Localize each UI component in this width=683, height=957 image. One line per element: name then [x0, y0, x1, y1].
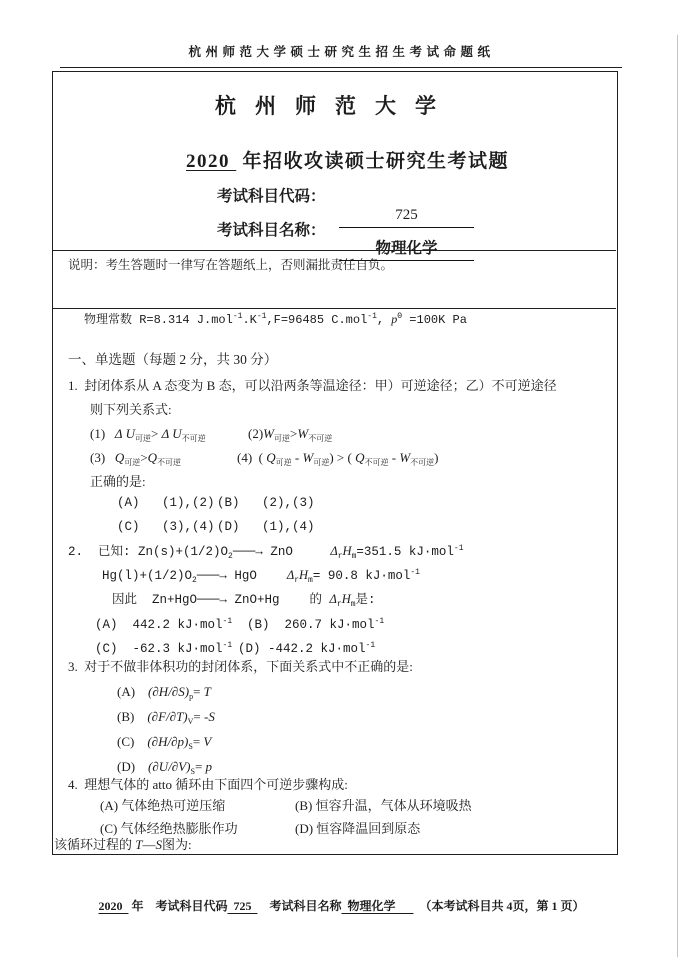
header-rule	[60, 67, 622, 68]
subject-code-value: 725	[339, 206, 474, 228]
exam-year: 2020	[185, 150, 237, 172]
constants-line: 物理常数 R=8.314 $J.mol^{-1}.K^{-1},F=96485$ C.mol$^{-1}$, $p^\Theta =100K$ Pa	[84, 312, 467, 327]
subject-name-value: 物理化学	[339, 239, 474, 261]
subject-name-label: 考试科目名称：	[217, 222, 326, 239]
q3-option-d: (D) $(\partial U/\partial V)_S= p$	[117, 759, 213, 776]
q2-equation-2: $Hg(l)+(1/2)O_2───\to$ HgO $\Delta_rH_m= 90.8$ kJ·mol$^{-1}$	[102, 568, 420, 585]
q2-option-d: (D) -442.2 kJ·mol$^{-1}$	[238, 641, 376, 656]
q4-ts-diagram-prompt: 该循环过程的 T—S图为:	[54, 837, 192, 852]
q1-relation-2: $(2)W_{可逆}>W_{不可逆}$	[248, 426, 333, 443]
q1-relation-1: (1) Δ $U_{可逆}> \Delta$ $U_{不可逆}$	[90, 426, 206, 443]
header-committee-line: 杭州师范大学硕士研究生招生考试命题纸	[188, 45, 495, 59]
q4-option-a: (A) 气体绝热可逆压缩	[100, 798, 226, 813]
q3-stem: 3. 对于不做非体积功的封闭体系，下面关系式中不正确的是:	[68, 659, 413, 674]
page-footer: 2020 年 考试科目代码 725 考试科目名称 物理化学 （本考试科目共 4页，第 1 页）	[98, 899, 585, 913]
q1-option-c: (C) (3),(4)	[117, 520, 215, 534]
notice-text: 说明：考生答题时一律写在答题纸上，否则漏批责任自负。	[68, 258, 394, 272]
scan-edge-line	[677, 35, 678, 957]
q1-option-b: (B) (2),(3)	[217, 496, 315, 510]
q1-stem-line2: 则下列关系式:	[90, 402, 172, 417]
divider-below-notice	[52, 308, 616, 309]
q3-option-b: (B) $(\partial F/\partial T)_V= -S$	[117, 709, 215, 726]
q4-option-c: (C) 气体经绝热膨胀作功	[100, 821, 238, 836]
q1-relation-4: (4) ( $Q_{可逆} - W_{可逆}$) > ( $Q_{不可逆} - W_{不可逆}$)	[237, 450, 439, 467]
q2-option-a: (A) 442.2 kJ·mol$^{-1}$	[95, 617, 233, 632]
q3-option-a: (A) $(\partial H/\partial S)_p= T$	[117, 684, 211, 701]
q2-equation-3: 因此 Zn+HgO───→ ZnO+Hg 的 $\Delta_rH_m$是:	[112, 592, 376, 609]
q2-equation-1: 2. 已知: $Zn(s)+(1/2)O_2───\to$ ZnO $\Delta_rH_m=351.5$ kJ·mol$^{-1}$	[68, 544, 464, 561]
q1-relation-3: (3) $Q_{可逆}>Q_{不可逆}$	[90, 450, 182, 467]
subject-code-label: 考试科目代码：	[217, 188, 326, 205]
q1-correct-prompt: 正确的是:	[90, 474, 146, 489]
q2-option-c: (C) -62.3 kJ·mol$^{-1}$	[95, 641, 233, 656]
exam-subtitle-text: 年招收攻读硕士研究生考试题	[236, 150, 509, 172]
q1-stem-line1: 1. 封闭体系从 A 态变为 B 态，可以沿两条等温途径：甲）可逆途径；乙）不可逆途径	[68, 378, 557, 393]
q1-option-a: (A) (1),(2)	[117, 496, 215, 510]
q4-stem: 4. 理想气体的 atto 循环由下面四个可逆步骤构成:	[68, 777, 348, 792]
q2-option-b: (B) 260.7 kJ·mol$^{-1}$	[247, 617, 385, 632]
q4-option-d: (D) 恒容降温回到原态	[295, 821, 421, 836]
divider-above-notice	[52, 250, 616, 251]
section-heading: 一、单选题（每题 2 分，共 30 分）	[68, 352, 278, 367]
q3-option-c: (C) $(\partial H/\partial p)_S= V$	[117, 734, 212, 751]
q4-option-b: (B) 恒容升温，气体从环境吸热	[295, 798, 472, 813]
university-title: 杭州师范大学	[215, 94, 455, 118]
q1-option-d: (D) (1),(4)	[217, 520, 315, 534]
